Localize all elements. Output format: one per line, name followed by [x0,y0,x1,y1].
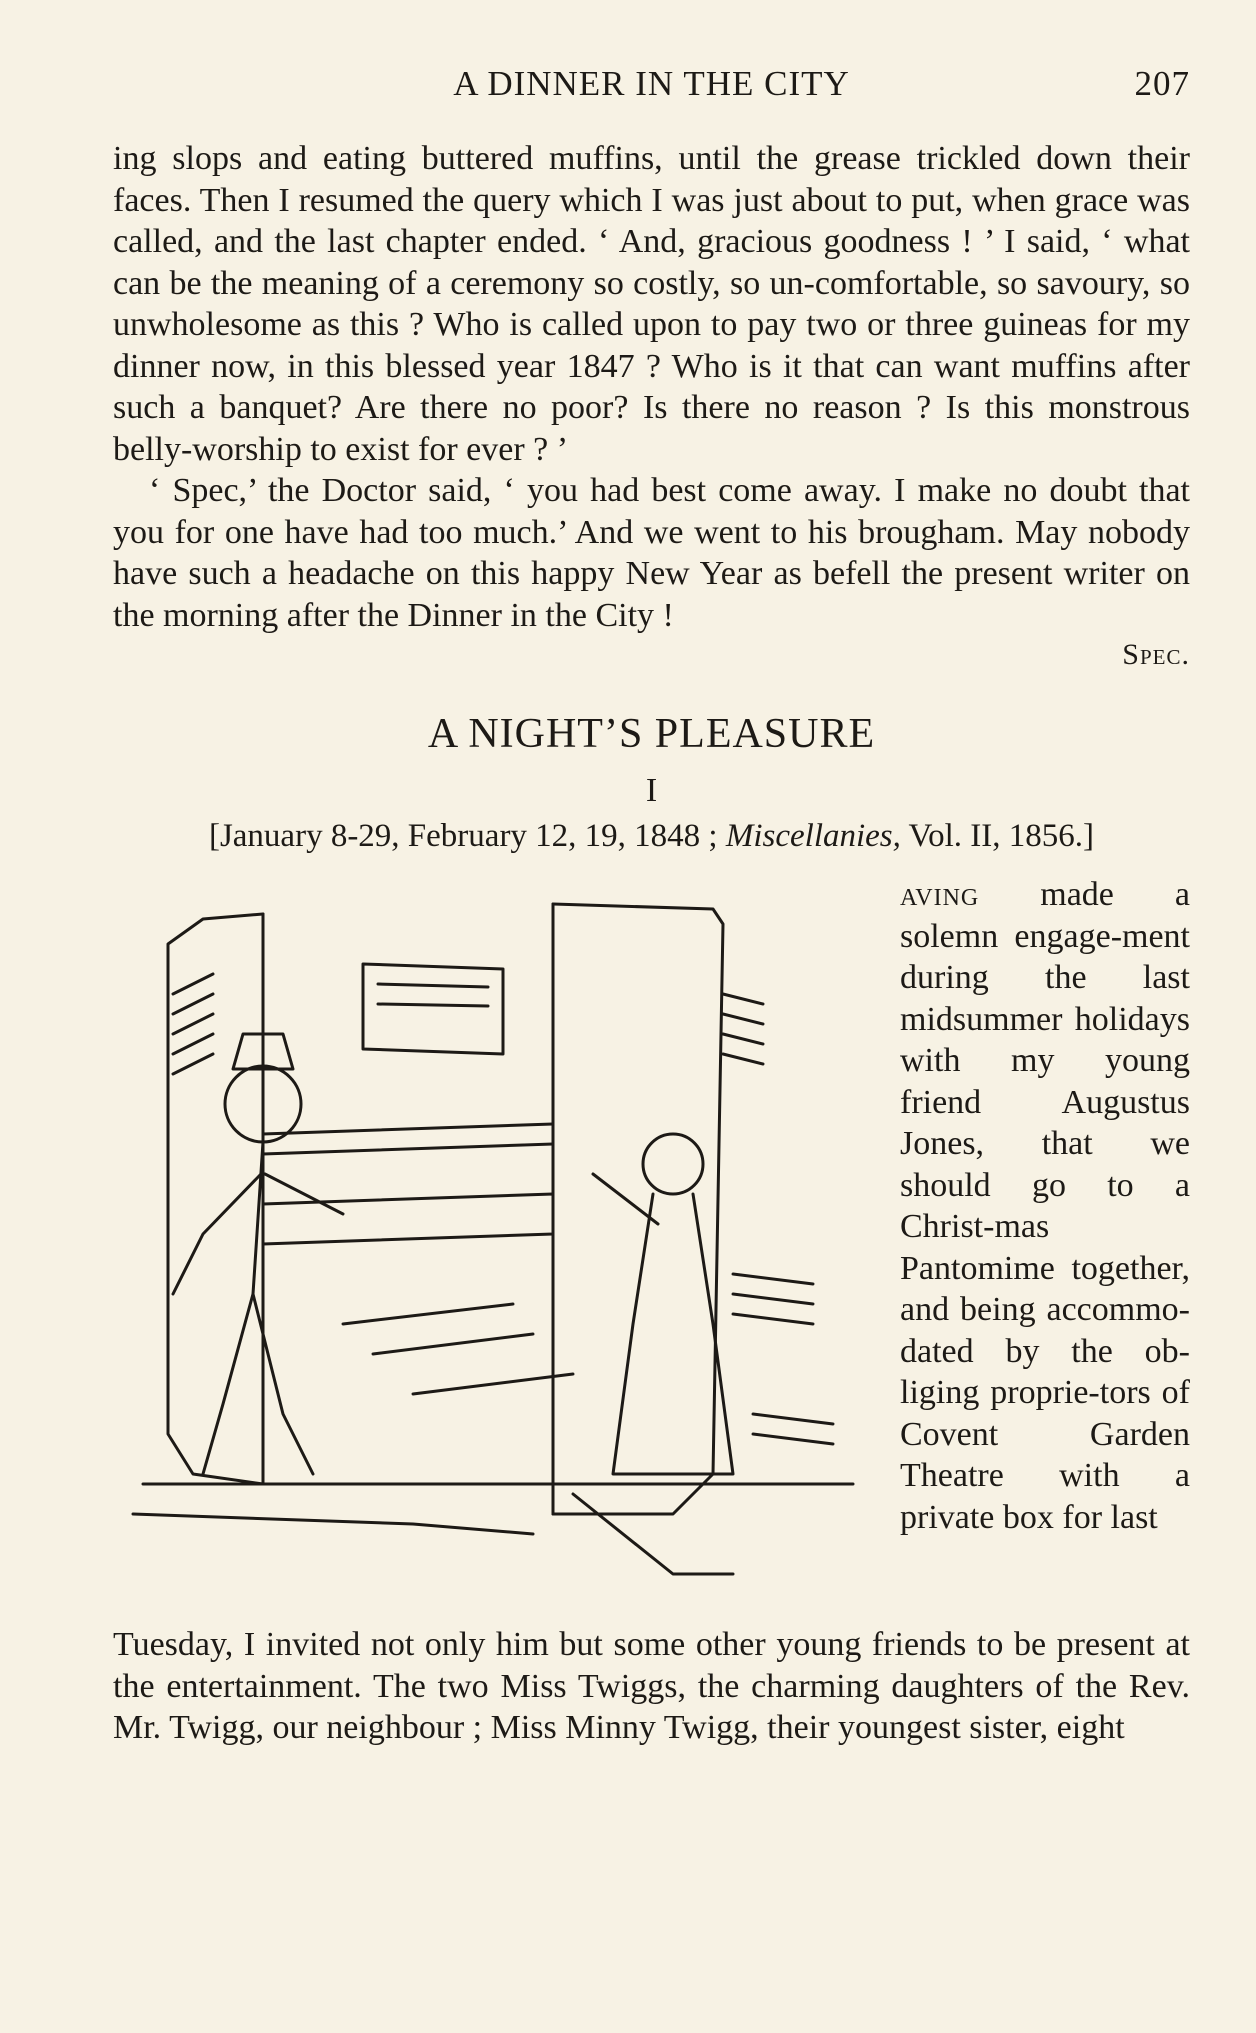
publication-note: [January 8-29, February 12, 19, 1848 ; Miscellanies, Vol. II, 1856.] [208,818,1095,854]
continuation-paragraph: Tuesday, I invited not only him but some other young friends to be present at the entertainment. The two Miss Twiggs, the charming daughters of the Rev. Mr. Twigg, our neighbour ; Miss Minny Twigg, their youngest sister, eight [113,1626,1190,1746]
drop-cap-illustration-icon [113,874,883,1614]
running-head-title: A DINNER IN THE CITY [453,64,850,103]
author-signature: Spec. [1122,638,1190,671]
opening-paragraph: aving made a solemn engage-ment during the last midsummer holidays with my young friend Augustus Jones, that we should go to a Christ-mas Pantomime together, and being accommo-dated by the ob-liging proprie-tors of Covent Garden Theatre with a private box for last [900,876,1190,1536]
illustrated-opening [113,874,1190,1624]
book-page [113,60,1190,1749]
part-number: I [645,772,658,809]
dinner-paragraph-1: ing slops and eating buttered muffins, until the grease trickled down their faces. Then I resumed the query which I was just about to put, when grace was called, and the last chapter ended. ‘ And, gracious goodness ! ’ I said, ‘ what can be the meaning of a ceremony so costly, so un-comfortable, so savoury, so unwholesome as this ? Who is called upon to pay two or three guineas for my dinner now, in this blessed year 1847 ? Who is it that can want muffins after such a banquet? Are there no poor? Is there no reason ? Is this monstrous belly-worship to exist for ever ? ’ [113,140,1190,468]
running-head [113,60,1190,110]
dinner-paragraph-2: ‘ Spec,’ the Doctor said, ‘ you had best come away. I make no doubt that you for one have had too much.’ And we went to his brougham. May nobody have such a headache on this happy New Year as befell the present writer on the morning after the Dinner in the City ! [113,472,1190,634]
page-number: 207 [1134,64,1190,103]
article-title: A NIGHT’S PLEASURE [427,711,876,757]
